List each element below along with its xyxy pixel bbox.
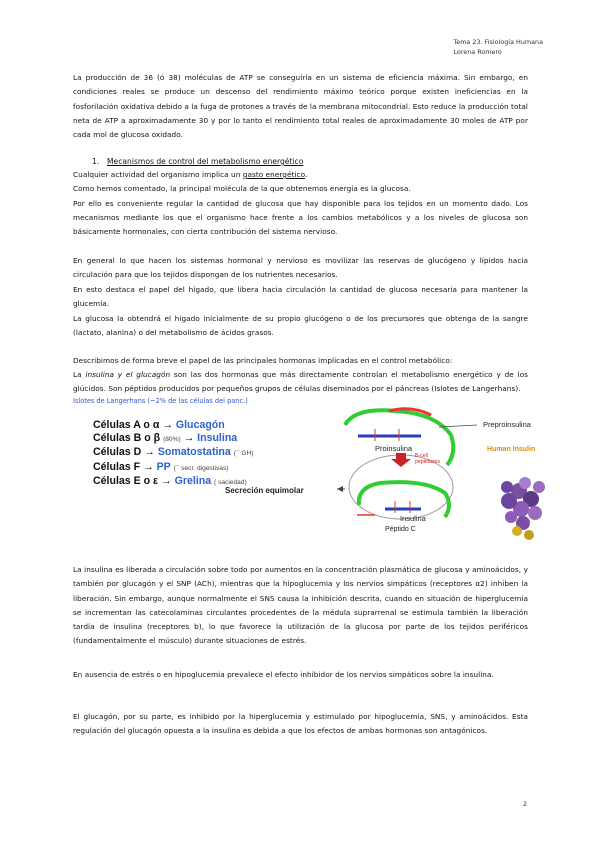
section-title: Mecanismos de control del metabolismo energético [107, 157, 304, 166]
hormone-name: Glucagón [175, 419, 225, 431]
hormone-note: (¯ GH) [233, 450, 254, 458]
insulina-italic: insulina y el glucagón [85, 370, 171, 379]
hormone-note: (¯ secr. digestivas) [173, 464, 229, 472]
arrow-icon: → [144, 446, 155, 459]
paragraph-atp: La producción de 36 (ó 38) moléculas de ATP se conseguiría en un sistema de eficiencia máxima. Sin embargo, en condiciones reales se produce un descenso del rendimiento máximo teórico porque existen ineficiencias en la fosforilación oxidativa debido a la fuga de protones a través de la membrana mitocondrial. Esto reduce la producción total neta de ATP a aproximadamente 30 y por lo tanto el rendimiento total reales de aproximadamente 30 moles de ATP por cada mol de glucosa oxidado. [73, 73, 528, 140]
paragraph-insulina-glucagon [73, 368, 528, 397]
peptido-c-label: Péptido C [385, 526, 416, 533]
page-number: 2 [523, 800, 528, 808]
paragraph-liberada: La insulina es liberada a circulación sobre todo por aumentos en la concentración plasmática de glucosa y aminoácidos, y también por glucagón y el SNP (ACh), mientras que la hipoglucemia y los nervios simpáticos (receptores α2) inhiben la liberación. Sin embargo, aunque normalmente el SNS causa la inhibición descrita, cuando en situación de hiperglucemia se incrementan las catecolaminas circulantes procedentes de la médula suprarrenal se estimula también la liberación tardía de insulina (receptores b), lo que favorece la utilización de la glucosa por parte de los tejidos periféricos (fundamentalmente el músculo) durante situaciones de estrés. [73, 565, 528, 646]
intro-line-2: Como hemos comentado, la principal molécula de la que obtenemos energía es la glucosa. [73, 184, 411, 194]
insulina-post: son las dos hormonas que más directamente controlan el metabolismo energético y de los glúcidos. Son péptidos producidos por pequeños grupos de células diseminados por el páncreas (Islotes de Langerhans). [73, 370, 528, 394]
hormone-name: Grelina [174, 475, 212, 488]
intro-text: Cualquier actividad del organismo implica un [73, 170, 243, 179]
cell-name: Células F [93, 460, 141, 473]
insulina-label: Insulina [400, 514, 426, 523]
section-heading [92, 157, 303, 166]
insulina-pre: La [73, 370, 86, 379]
human-insulin-model [501, 477, 545, 540]
cell-note: (80%) [163, 435, 181, 443]
secrecion-label: Secreción equimolar [225, 486, 304, 495]
intro-line-3: Por ello es conveniente regular la cantidad de glucosa que hay disponible para los tejidos en un momento dado. Los mecanismos mediante los que el organismo hace frente a los cambios metabólicos y a los niveles de glucosa son básicamente hormonales, con cierta contribución del sistema nervioso. [73, 198, 528, 237]
paragraph-ausencia: En ausencia de estrés o en hipoglucemia prevalece el efecto inhibidor de los nervios simpáticos sobre la insulina. [73, 670, 494, 679]
paragraph-glucosa: La glucosa la obtendrá el hígado inicialmente de su propio glucógeno o de los precursores que obtenga de la sangre (lactato, alanina) o del metabolismo de ácidos grasos. [73, 314, 528, 338]
paragraph-glucagon: El glucagón, por su parte, es inhibido por la hiperglucemia y estimulado por hipoglucemia, SNS, y aminoácidos. Esta regulación del glucagón opuesta a la insulina es debida a que los efectos de ambas hormonas son antagónicos. [73, 712, 528, 736]
header-author: Lorena Romero [453, 48, 502, 56]
paragraph-describimos: Describimos de forma breve el papel de las principales hormonas implicadas en el control metabólico: [73, 356, 453, 365]
paragraph-higado: En esto destaca el papel del hígado, que libera hacia circulación la cantidad de glucosa necesaria para mantener la glucemia. [73, 285, 528, 309]
cell-name: Células A o α [93, 419, 160, 431]
peptidase-label-1: B-cell [415, 453, 428, 459]
gasto-energetico-link[interactable]: gasto energético [242, 170, 305, 179]
cell-name: Células B o β [93, 431, 161, 444]
hormone-note: ( saciedad) [214, 479, 247, 487]
hormone-name: Somatostatina [157, 446, 231, 459]
peptidase-label-2: peptidases [415, 459, 441, 465]
proinsulina-label: Proinsulina [375, 444, 413, 453]
secretion-arrow-icon [337, 486, 343, 492]
intro-line-1 [73, 168, 528, 182]
preproinsulina-label: Preproinsulina [483, 420, 531, 429]
hormone-name: Insulina [197, 431, 238, 444]
header-title: Tema 23. Fisiología Humana [453, 38, 543, 46]
section-number: 1. [92, 157, 100, 166]
figure-caption: Islotes de Langerhans (~2% de las células del panc.) [73, 397, 248, 405]
insulin-processing-diagram [225, 405, 555, 555]
paragraph-sistemas: En general lo que hacen los sistemas hormonal y nervioso es movilizar las reservas de glucógeno y lípidos hacia circulación para que los tejidos dispongan de los nutrientes necesarios. [73, 256, 528, 280]
arrow-icon: → [162, 419, 173, 431]
cell-name: Células E o ε [93, 475, 159, 488]
intro-period: . [304, 170, 308, 179]
arrow-icon: → [143, 460, 154, 473]
human-insulin-label: Human Insulin [487, 446, 536, 453]
arrow-icon: → [183, 431, 195, 444]
page-header [453, 37, 543, 57]
cell-name: Células D [93, 446, 142, 459]
green-strand-bottom [359, 482, 449, 517]
hormone-name: PP [156, 460, 171, 473]
arrow-icon: → [161, 475, 172, 488]
paragraph-intro [73, 168, 528, 239]
